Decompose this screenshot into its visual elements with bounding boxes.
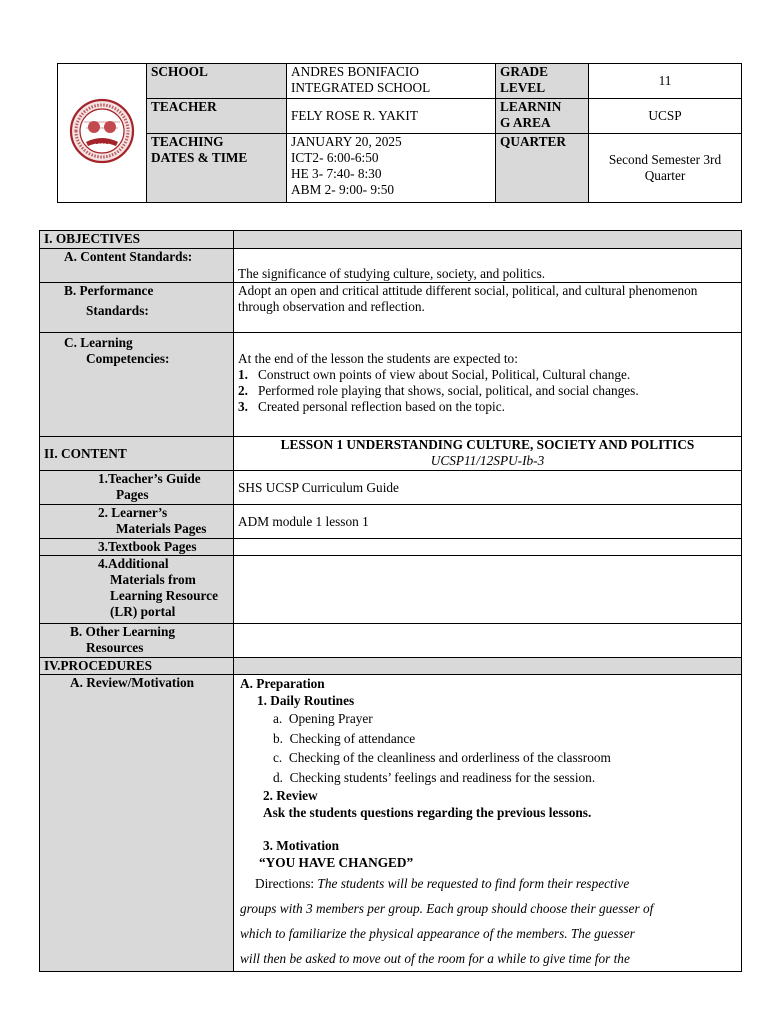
- motivation-subtitle: “YOU HAVE CHANGED”: [259, 855, 414, 870]
- review-text: Ask the students questions regarding the previous lessons.: [263, 805, 592, 820]
- quarter-value: Second Semester 3rd Quarter: [589, 133, 742, 203]
- additional-materials-value: [234, 556, 742, 624]
- learning-competencies-value: At the end of the lesson the students are expected to: 1. Construct own points of view about Social, Political, Cultural change. 2. Performed role playing that shows, social, political, and social changes. 3. Created personal reflection based on the topic.: [234, 333, 742, 437]
- school-label: SCHOOL: [147, 64, 287, 99]
- list-item: b. Checking of attendance: [273, 730, 416, 746]
- performance-standards-label: B. Performance Standards:: [40, 283, 234, 333]
- logo-year: 2001: [95, 140, 109, 146]
- preparation-title: A. Preparation: [240, 676, 325, 691]
- grade-value: 11: [589, 64, 742, 99]
- lesson-plan-table: [39, 230, 742, 972]
- dates-value: JANUARY 20, 2025 ICT2- 6:00-6:50 HE 3- 7:40- 8:30 ABM 2- 9:00- 9:50: [287, 133, 496, 203]
- procedures-body: [234, 675, 742, 972]
- dates-label: TEACHING DATES & TIME: [147, 133, 287, 203]
- daily-routines-title: 1. Daily Routines: [257, 693, 355, 708]
- review-motivation-label: A. Review/Motivation: [40, 675, 234, 972]
- teachers-guide-label: 1.Teacher’s Guide Pages: [40, 471, 234, 505]
- directions-text: Directions: The students will be requested to find form their respective groups with 3 members per group. Each group should choose their guesser of which to familiarize the physical appearance of the members. The guesser will then be asked to move out of the room for a while to give time for the: [240, 876, 654, 966]
- list-item: d. Checking students’ feelings and readiness for the session.: [273, 769, 596, 785]
- school-value: ANDRES BONIFACIO INTEGRATED SCHOOL: [287, 64, 496, 99]
- school-seal-logo: [58, 64, 146, 198]
- quarter-label: QUARTER: [496, 133, 589, 203]
- school-logo-cell: [58, 64, 147, 203]
- learning-area-value: UCSP: [589, 98, 742, 133]
- header-table: [57, 63, 742, 203]
- grade-label: GRADE LEVEL: [496, 64, 589, 99]
- textbook-pages-label: 3.Textbook Pages: [40, 539, 234, 556]
- learning-area-label: LEARNIN G AREA: [496, 98, 589, 133]
- procedures-title-blank: [234, 658, 742, 675]
- teacher-value: FELY ROSE R. YAKIT: [287, 98, 496, 133]
- textbook-pages-value: [234, 539, 742, 556]
- routines-list: [240, 709, 737, 787]
- procedures-title: IV.PROCEDURES: [40, 658, 234, 675]
- content-standards-label: A. Content Standards:: [40, 249, 234, 283]
- content-standards-value: The significance of studying culture, society, and politics.: [234, 249, 742, 283]
- review-title: 2. Review: [263, 788, 318, 803]
- learners-materials-label: 2. Learner’s Materials Pages: [40, 505, 234, 539]
- other-resources-label: B. Other Learning Resources: [40, 624, 234, 658]
- other-resources-value: [234, 624, 742, 658]
- teachers-guide-value: SHS UCSP Curriculum Guide: [234, 471, 742, 505]
- learners-materials-value: ADM module 1 lesson 1: [234, 505, 742, 539]
- content-title: II. CONTENT: [40, 437, 234, 471]
- list-item: c. Checking of the cleanliness and orderliness of the classroom: [273, 750, 611, 765]
- objectives-title-blank: [234, 231, 742, 249]
- performance-standards-value: Adopt an open and critical attitude different social, political, and cultural phenomenon through observation and reflection.: [234, 283, 742, 333]
- list-item: a. Opening Prayer: [273, 711, 373, 726]
- additional-materials-label: 4.Additional Materials from Learning Resource (LR) portal: [40, 556, 234, 624]
- motivation-title: 3. Motivation: [263, 838, 340, 853]
- objectives-title: I. OBJECTIVES: [40, 231, 234, 249]
- learning-competencies-label: C. Learning Competencies:: [40, 333, 234, 437]
- lesson-title-cell: LESSON 1 UNDERSTANDING CULTURE, SOCIETY AND POLITICS UCSP11/12SPU-Ib-3: [234, 437, 742, 471]
- teacher-label: TEACHER: [147, 98, 287, 133]
